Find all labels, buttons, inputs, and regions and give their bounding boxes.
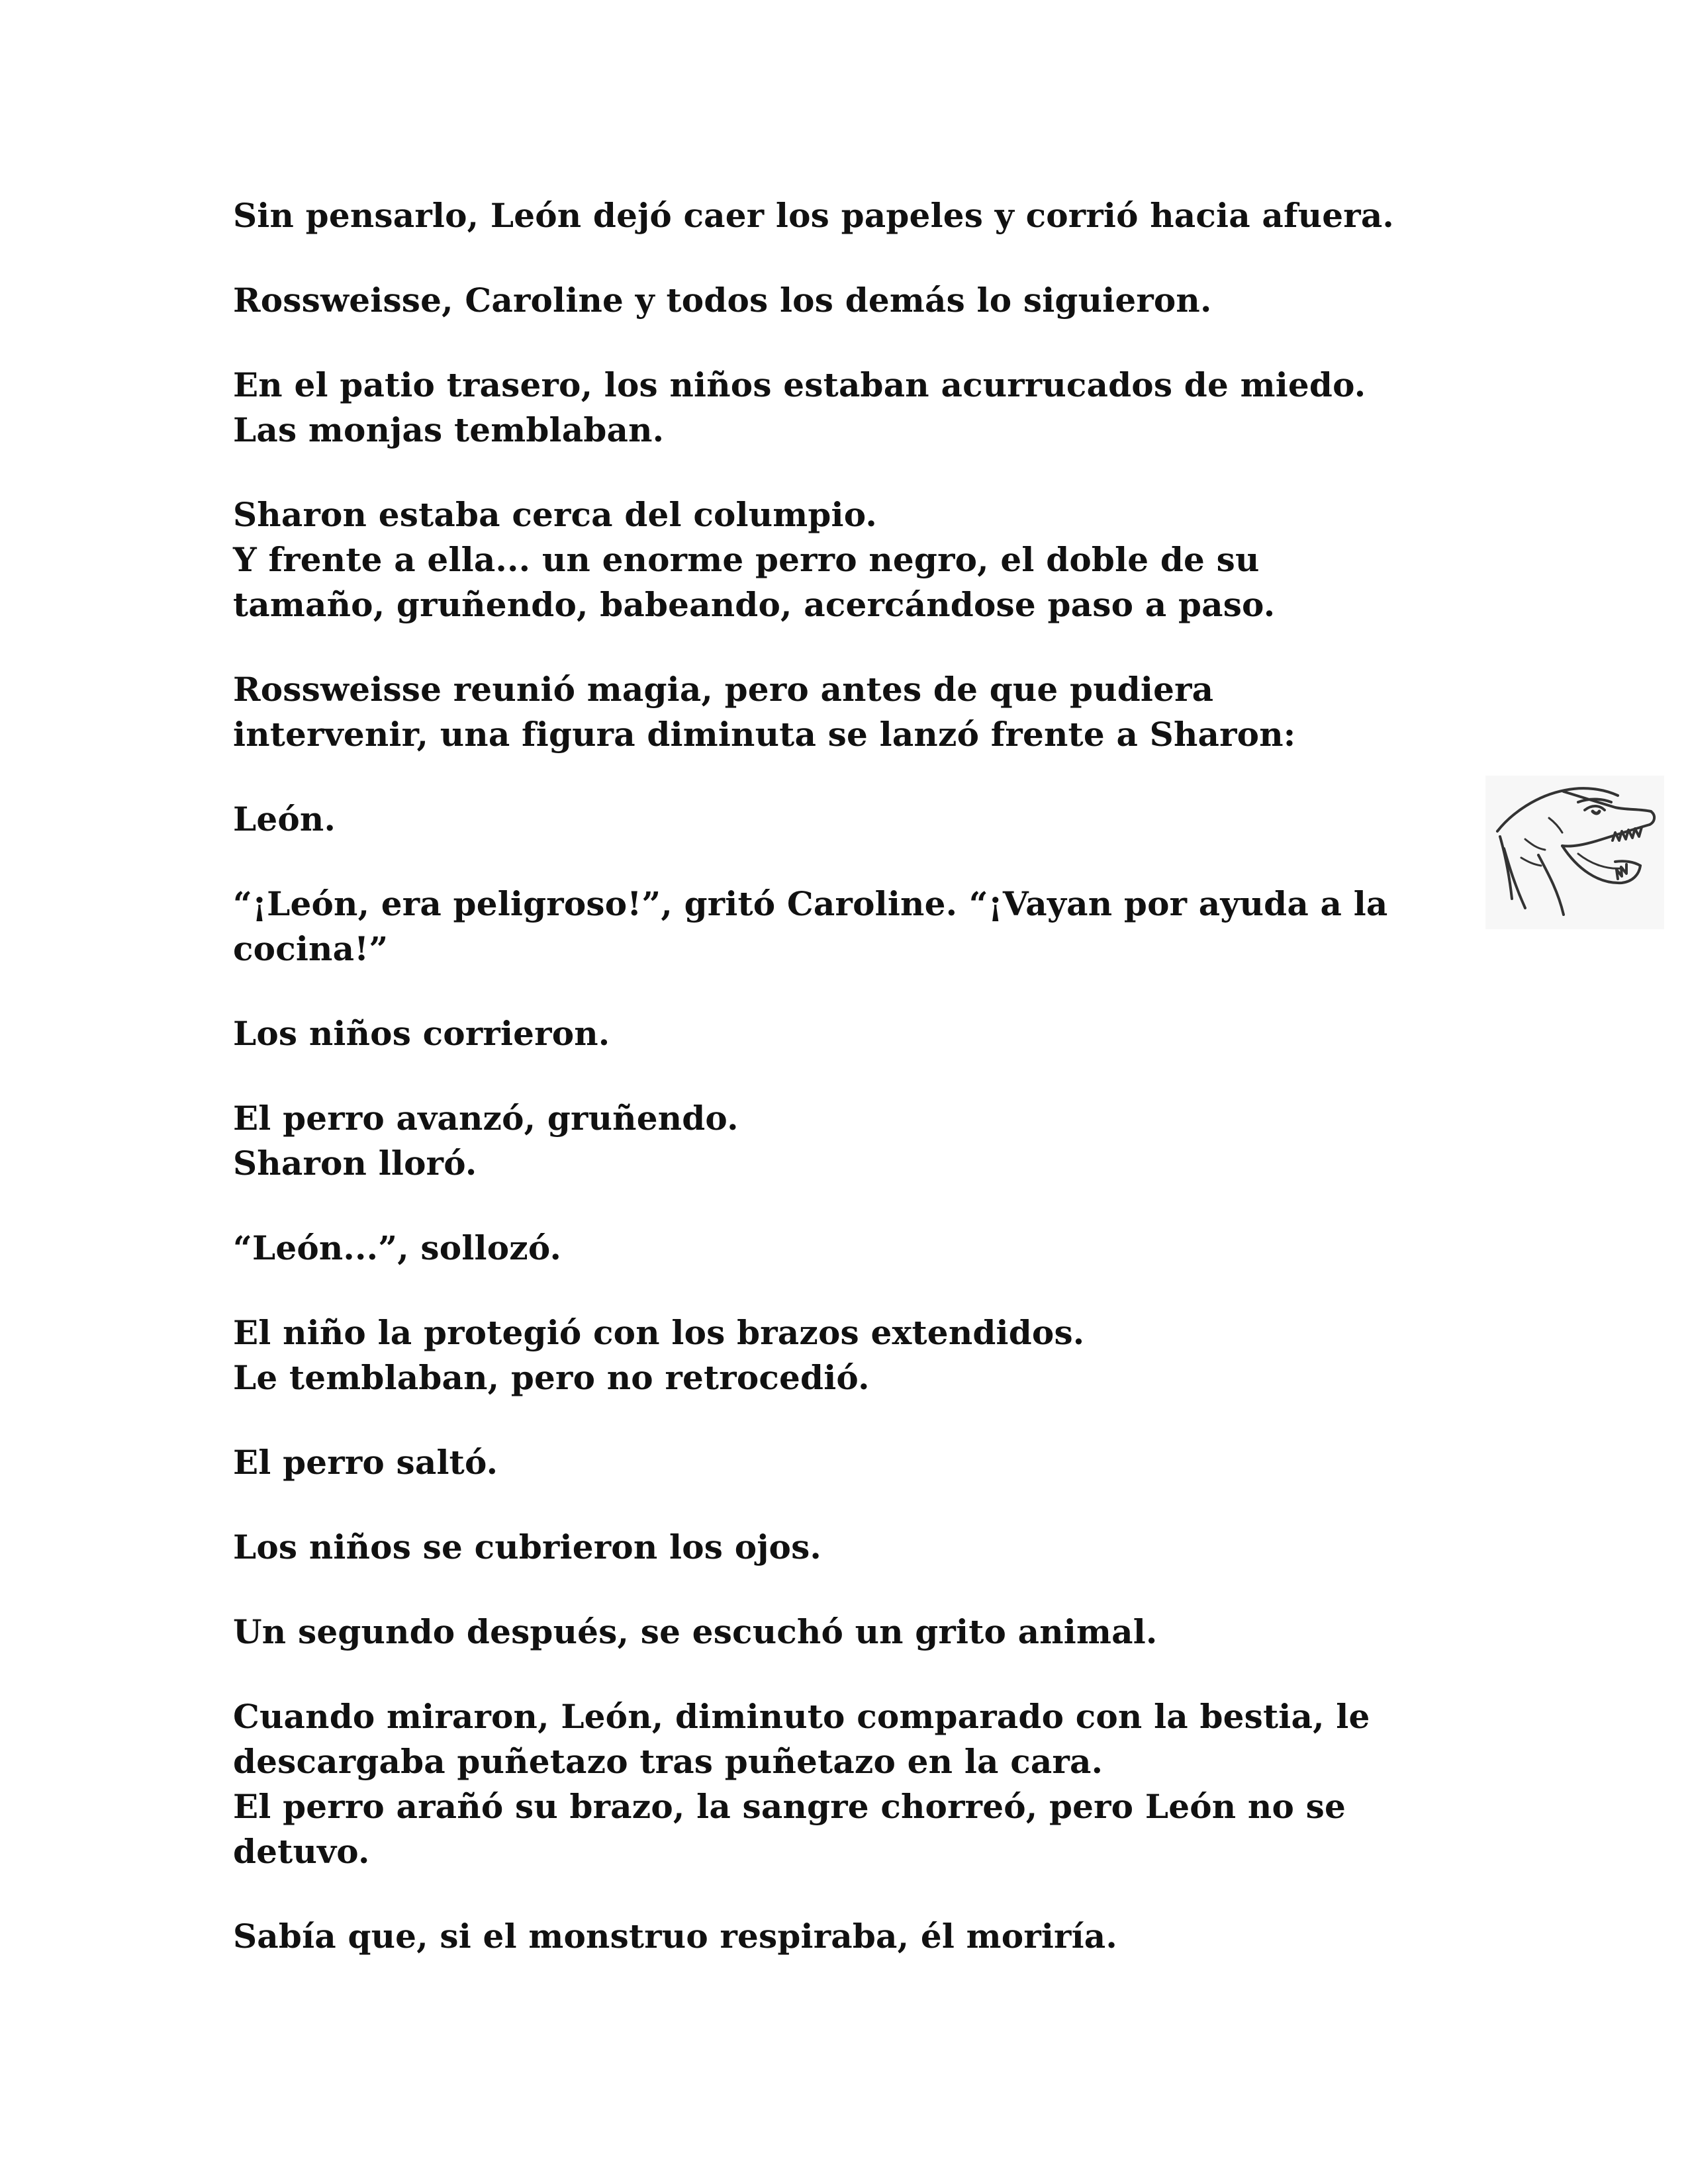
text-line: Los niños se cubrieron los ojos. xyxy=(233,1527,822,1567)
text-line: tamaño, gruñendo, babeando, acercándose paso a paso. xyxy=(233,585,1276,624)
paragraph xyxy=(233,1440,1458,1485)
paragraph xyxy=(233,1011,1458,1056)
text-line: intervenir, una figura diminuta se lanzó frente a Sharon: xyxy=(233,715,1296,754)
text-line: Rossweisse, Caroline y todos los demás lo siguieron. xyxy=(233,281,1212,320)
paragraph xyxy=(233,882,1458,972)
text-line: descargaba puñetazo tras puñetazo en la cara. xyxy=(233,1742,1103,1781)
paragraph xyxy=(233,492,1458,627)
text-line: En el patio trasero, los niños estaban acurrucados de miedo. xyxy=(233,365,1366,404)
text-line: Cuando miraron, León, diminuto comparado con la bestia, le xyxy=(233,1697,1370,1736)
paragraph xyxy=(233,1525,1458,1570)
paragraph xyxy=(233,278,1458,323)
text-line: Las monjas temblaban. xyxy=(233,410,665,449)
paragraph xyxy=(233,1914,1458,1959)
paragraph xyxy=(233,797,1458,842)
text-line: El perro arañó su brazo, la sangre chorreó, pero León no se xyxy=(233,1787,1346,1826)
paragraph xyxy=(233,1694,1458,1874)
text-line: Sharon estaba cerca del columpio. xyxy=(233,495,878,534)
text-line: “León...”, sollozó. xyxy=(233,1228,562,1267)
paragraph xyxy=(233,667,1458,757)
paragraph xyxy=(233,1310,1458,1400)
text-line: Sabía que, si el monstruo respiraba, él moriría. xyxy=(233,1917,1117,1956)
text-line: Los niños corrieron. xyxy=(233,1014,610,1053)
text-line: detuvo. xyxy=(233,1832,370,1871)
paragraph xyxy=(233,1610,1458,1655)
text-line: El niño la protegió con los brazos extendidos. xyxy=(233,1313,1085,1352)
dinosaur-head-sketch-icon xyxy=(1485,776,1664,929)
story-text xyxy=(233,193,1458,1999)
text-line: Y frente a ella... un enorme perro negro, el doble de su xyxy=(233,540,1260,579)
text-line: Sharon lloró. xyxy=(233,1144,477,1183)
text-line: cocina!” xyxy=(233,929,389,968)
text-line: Rossweisse reunió magia, pero antes de que pudiera xyxy=(233,670,1214,709)
paragraph xyxy=(233,1226,1458,1271)
text-line: León. xyxy=(233,799,336,839)
dinosaur-head-sketch-icon xyxy=(1485,776,1664,929)
text-line: “¡León, era peligroso!”, gritó Caroline. “¡Vayan por ayuda a la xyxy=(233,884,1388,923)
text-line: El perro saltó. xyxy=(233,1443,498,1482)
paragraph xyxy=(233,363,1458,453)
text-line: Le temblaban, pero no retrocedió. xyxy=(233,1358,870,1397)
paragraph xyxy=(233,1096,1458,1186)
text-line: Un segundo después, se escuchó un grito animal. xyxy=(233,1612,1158,1651)
paragraph xyxy=(233,193,1458,238)
text-line: Sin pensarlo, León dejó caer los papeles y corrió hacia afuera. xyxy=(233,196,1395,235)
text-line: El perro avanzó, gruñendo. xyxy=(233,1099,739,1138)
